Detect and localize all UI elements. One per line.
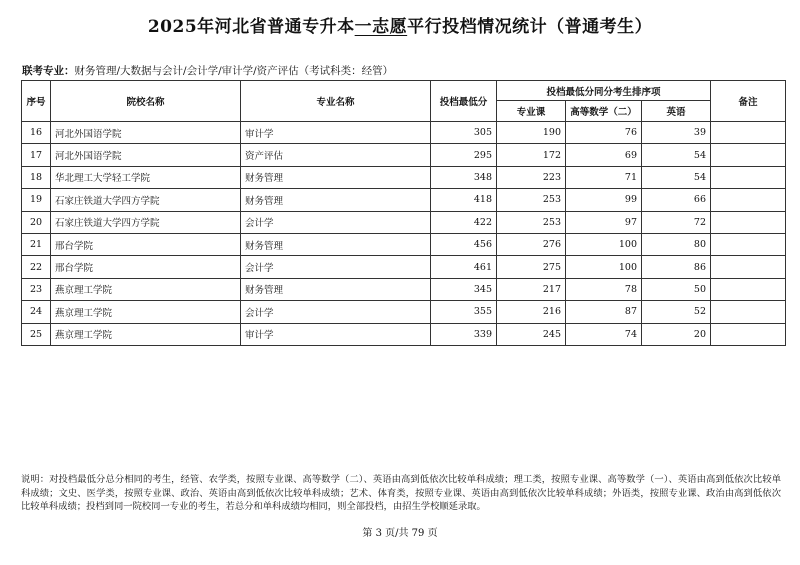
table-row — [22, 256, 786, 278]
cell-min-score: 461 — [431, 256, 497, 278]
cell-major-course: 275 — [497, 256, 566, 278]
cell-math: 99 — [566, 189, 642, 211]
cell-english: 72 — [642, 211, 711, 233]
header-rank-math: 高等数学（二） — [566, 101, 642, 122]
cell-english: 50 — [642, 278, 711, 300]
cell-remark — [711, 256, 786, 278]
cell-math: 69 — [566, 144, 642, 166]
table-row — [22, 233, 786, 255]
cell-major-course: 253 — [497, 189, 566, 211]
cell-school: 河北外国语学院 — [51, 122, 241, 144]
cell-seq: 23 — [22, 278, 51, 300]
cell-major-course: 253 — [497, 211, 566, 233]
cell-school: 河北外国语学院 — [51, 144, 241, 166]
cell-school: 邢台学院 — [51, 233, 241, 255]
cell-school: 石家庄铁道大学四方学院 — [51, 211, 241, 233]
cell-min-score: 418 — [431, 189, 497, 211]
header-remark: 备注 — [711, 81, 786, 122]
cell-school: 石家庄铁道大学四方学院 — [51, 189, 241, 211]
cell-min-score: 355 — [431, 301, 497, 323]
table-row — [22, 323, 786, 345]
header-seq: 序号 — [22, 81, 51, 122]
cell-seq: 20 — [22, 211, 51, 233]
subject-line — [22, 63, 393, 78]
cell-remark — [711, 278, 786, 300]
cell-school: 华北理工大学轻工学院 — [51, 166, 241, 188]
cell-major: 审计学 — [241, 122, 431, 144]
cell-seq: 24 — [22, 301, 51, 323]
header-min-score: 投档最低分 — [431, 81, 497, 122]
cell-major: 财务管理 — [241, 278, 431, 300]
cell-major: 资产评估 — [241, 144, 431, 166]
cell-school: 燕京理工学院 — [51, 323, 241, 345]
cell-english: 66 — [642, 189, 711, 211]
cell-math: 78 — [566, 278, 642, 300]
title-prefix: 2025年河北省普通专升本 — [147, 17, 355, 37]
cell-major-course: 276 — [497, 233, 566, 255]
table-row — [22, 278, 786, 300]
cell-major-course: 217 — [497, 278, 566, 300]
cell-english: 80 — [642, 233, 711, 255]
cell-remark — [711, 211, 786, 233]
cell-major: 财务管理 — [241, 233, 431, 255]
cell-math: 74 — [566, 323, 642, 345]
cell-min-score: 345 — [431, 278, 497, 300]
table-row — [22, 189, 786, 211]
cell-math: 87 — [566, 301, 642, 323]
header-major: 专业名称 — [241, 81, 431, 122]
cell-english: 39 — [642, 122, 711, 144]
title-suffix: 平行投档情况统计（普通考生） — [407, 17, 653, 37]
cell-school: 邢台学院 — [51, 256, 241, 278]
cell-english: 54 — [642, 166, 711, 188]
cell-remark — [711, 144, 786, 166]
cell-major-course: 190 — [497, 122, 566, 144]
cell-school: 燕京理工学院 — [51, 278, 241, 300]
header-rank-english: 英语 — [642, 101, 711, 122]
cell-remark — [711, 301, 786, 323]
cell-min-score: 456 — [431, 233, 497, 255]
explanation-note: 说明：对投档最低分总分相同的考生，经管、农学类，按照专业课、高等数学（二）、英语由高到低依次比较单科成绩；理工类，按照专业课、高等数学（一）、英语由高到低依次比较单科成绩；文史、医学类，按照专业课、政治、英语由高到低依次比较单科成绩；艺术、体育类，按照专业课、英语由高到低依次比较单科成绩；外语类，按照专业课、政治由高到低依次比较单科成绩；投档到同一院校同一专业的考生，若总分和单科成绩均相同，则全部投档，由招生学校顺延录取。 — [21, 474, 781, 513]
cell-seq: 19 — [22, 189, 51, 211]
cell-remark — [711, 166, 786, 188]
table-row — [22, 211, 786, 233]
cell-major-course: 216 — [497, 301, 566, 323]
cell-math: 100 — [566, 256, 642, 278]
cell-math: 97 — [566, 211, 642, 233]
subject-label: 联考专业： — [22, 65, 75, 77]
cell-english: 54 — [642, 144, 711, 166]
table-row — [22, 122, 786, 144]
cell-seq: 22 — [22, 256, 51, 278]
cell-major: 会计学 — [241, 256, 431, 278]
cell-remark — [711, 122, 786, 144]
cell-seq: 16 — [22, 122, 51, 144]
cell-major-course: 172 — [497, 144, 566, 166]
cell-seq: 17 — [22, 144, 51, 166]
cell-major: 审计学 — [241, 323, 431, 345]
cell-major-course: 245 — [497, 323, 566, 345]
header-rank-group: 投档最低分同分考生排序项 — [497, 81, 711, 101]
cell-min-score: 422 — [431, 211, 497, 233]
cell-seq: 21 — [22, 233, 51, 255]
cell-major: 财务管理 — [241, 189, 431, 211]
header-school: 院校名称 — [51, 81, 241, 122]
cell-major-course: 223 — [497, 166, 566, 188]
cell-seq: 18 — [22, 166, 51, 188]
cell-major: 会计学 — [241, 301, 431, 323]
cell-remark — [711, 189, 786, 211]
page-number: 第 3 页/共 79 页 — [362, 528, 438, 539]
header-rank-major: 专业课 — [497, 101, 566, 122]
cell-english: 86 — [642, 256, 711, 278]
table-row — [22, 166, 786, 188]
cell-min-score: 348 — [431, 166, 497, 188]
subject-value: 财务管理/大数据与会计/会计学/审计学/资产评估（考试科类：经管） — [74, 65, 394, 77]
cell-seq: 25 — [22, 323, 51, 345]
cell-min-score: 295 — [431, 144, 497, 166]
admission-table — [21, 80, 786, 346]
cell-school: 燕京理工学院 — [51, 301, 241, 323]
page-title — [0, 12, 800, 37]
cell-english: 52 — [642, 301, 711, 323]
cell-math: 100 — [566, 233, 642, 255]
cell-math: 71 — [566, 166, 642, 188]
cell-min-score: 339 — [431, 323, 497, 345]
table-row — [22, 144, 786, 166]
cell-english: 20 — [642, 323, 711, 345]
table-row — [22, 301, 786, 323]
cell-major: 财务管理 — [241, 166, 431, 188]
cell-math: 76 — [566, 122, 642, 144]
cell-min-score: 305 — [431, 122, 497, 144]
cell-major: 会计学 — [241, 211, 431, 233]
cell-remark — [711, 233, 786, 255]
title-underlined: 一志愿 — [354, 17, 408, 37]
cell-remark — [711, 323, 786, 345]
